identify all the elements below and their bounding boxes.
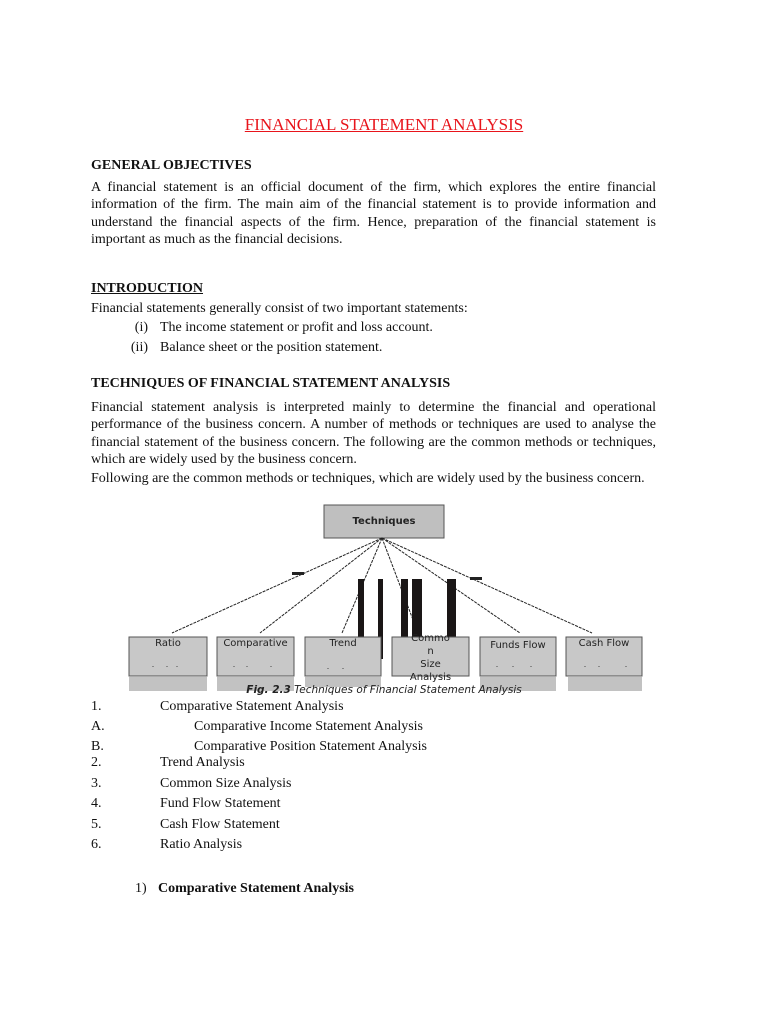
- list-text: Comparative Statement Analysis: [160, 699, 344, 714]
- list-num: B.: [91, 739, 104, 754]
- techniques-heading: TECHNIQUES OF FINANCIAL STATEMENT ANALYSIS: [91, 376, 451, 391]
- list-num: A.: [91, 719, 105, 734]
- node-cash-flow: Cash Flow: [578, 638, 630, 649]
- node-trend: Trend: [329, 638, 357, 649]
- techniques-text-2: Following are the common methods or techniques, which are widely used by the business concern.: [91, 471, 645, 486]
- list-text: Ratio Analysis: [160, 837, 243, 852]
- list-text: Fund Flow Statement: [160, 796, 281, 811]
- list-text: Common Size Analysis: [160, 776, 292, 791]
- general-objectives-heading: GENERAL OBJECTIVES: [91, 158, 252, 173]
- list-num: 4.: [91, 796, 102, 811]
- list-text: Comparative Position Statement Analysis: [194, 739, 427, 754]
- list-num: 3.: [91, 776, 102, 791]
- dash-mark-1: [292, 572, 304, 575]
- diagram-graphic: [120, 500, 650, 700]
- dash-mark-2: [470, 577, 482, 580]
- list-num: 2.: [91, 755, 102, 770]
- techniques-text: Financial statement analysis is interpreted mainly to determine the financial and operational performance of the business concern. A number of methods or techniques are used to analyse the financial statement of the business concern. The following are the common methods or techniques, which are widely used by the business concern.: [91, 400, 656, 467]
- figure-number: Fig. 2.3: [246, 684, 291, 696]
- page-title: FINANCIAL STATEMENT ANALYSIS: [244, 115, 524, 134]
- list-num: 6.: [91, 837, 102, 852]
- section-1-num: 1): [135, 881, 147, 896]
- node-funds-flow: Funds Flow: [490, 640, 546, 651]
- node-comparative: Comparative: [223, 638, 288, 649]
- figure-caption-text: Techniques of Financial Statement Analysis: [294, 684, 522, 696]
- intro-item-2-text: Balance sheet or the position statement.: [160, 340, 383, 355]
- list-num: 5.: [91, 817, 102, 832]
- root-label: Techniques: [352, 516, 416, 527]
- list-text: Comparative Income Statement Analysis: [194, 719, 424, 734]
- list-num: 1.: [91, 699, 102, 714]
- general-objectives-text: A financial statement is an official document of the firm, which explores the entire financial information of the firm. The main aim of the financial statement is to provide information and understand the financial aspects of the firm. Hence, preparation of the financial statement is important as much as the financial decisions.: [91, 180, 656, 247]
- techniques-diagram: [120, 500, 650, 700]
- node-common-size: [392, 632, 469, 684]
- node-common-line-1: Commo: [411, 633, 450, 644]
- introduction-heading: INTRODUCTION: [91, 281, 204, 296]
- node-common-line-2: n: [427, 646, 434, 657]
- list-text: Cash Flow Statement: [160, 817, 280, 832]
- node-ratio: Ratio: [155, 638, 181, 649]
- intro-item-1-text: The income statement or profit and loss account.: [160, 320, 433, 335]
- list-text: Trend Analysis: [160, 755, 245, 770]
- node-common-line-3: Size: [420, 659, 441, 670]
- node-common-line-4: Analysis: [409, 672, 452, 683]
- intro-item-1-num: (i): [134, 320, 148, 335]
- introduction-text: Financial statements generally consist of two important statements:: [91, 301, 468, 316]
- intro-item-2-num: (ii): [130, 340, 148, 355]
- figure-caption: [0, 684, 768, 696]
- section-1-heading: Comparative Statement Analysis: [158, 881, 354, 896]
